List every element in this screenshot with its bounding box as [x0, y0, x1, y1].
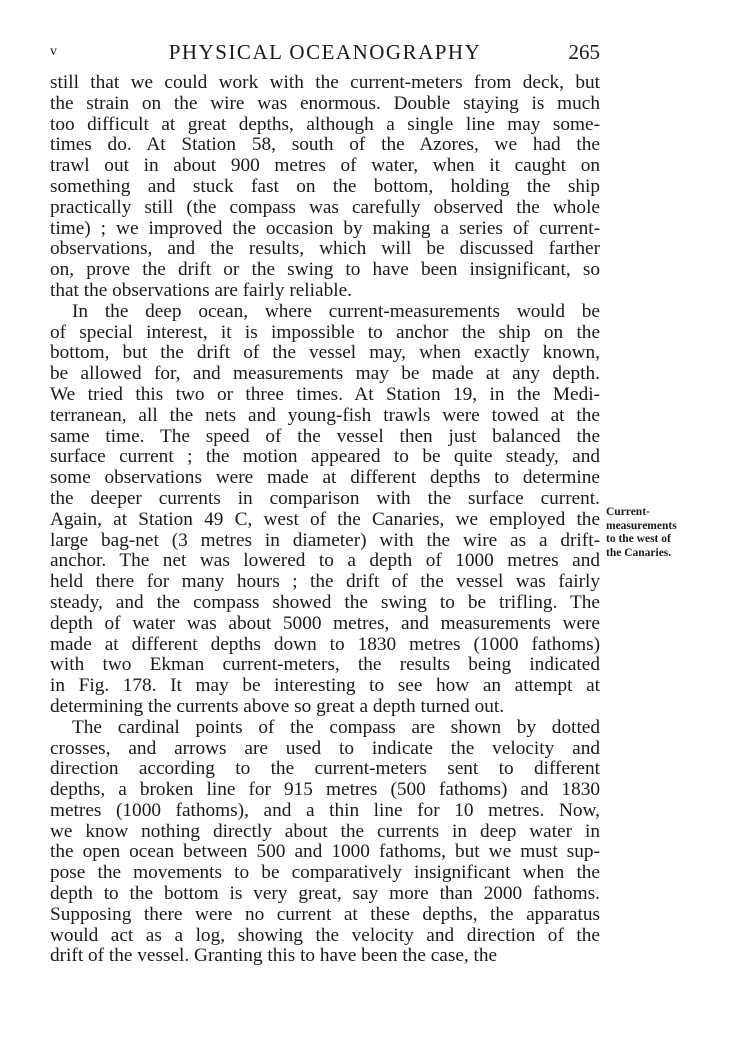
- text-line: something and stuck fast on the bottom, holding the ship: [50, 175, 600, 197]
- text-line: Supposing there were no current at these depths, the apparatus: [50, 903, 600, 925]
- text-line: trawl out in about 900 metres of water, when it caught on: [50, 155, 600, 177]
- text-line: the open ocean between 500 and 1000 fathoms, but we must sup-: [50, 841, 600, 863]
- text-line: we know nothing directly about the currents in deep water in: [50, 820, 600, 842]
- text-line: depth to the bottom is very great, say more than 2000 fathoms.: [50, 883, 600, 905]
- text-line: pose the movements to be comparatively insignificant when the: [50, 862, 600, 884]
- text-line: The cardinal points of the compass are shown by dotted: [72, 716, 600, 738]
- text-line: large bag-net (3 metres in diameter) with the wire as a drift-: [50, 529, 600, 551]
- paragraph: [50, 302, 600, 718]
- paragraph: [50, 718, 600, 968]
- text-line: practically still (the compass was carefully observed the whole: [50, 196, 600, 218]
- margin-note-line: measurements: [606, 519, 677, 532]
- text-line: still that we could work with the current-meters from deck, but: [50, 72, 600, 93]
- text-line: time) ; we improved the occasion by making a series of current-: [50, 217, 600, 239]
- running-title: PHYSICAL OCEANOGRAPHY: [168, 40, 482, 64]
- text-line: too difficult at great depths, although a single line may some-: [50, 113, 600, 135]
- text-line: anchor. The net was lowered to a depth of 1000 metres and: [50, 550, 600, 572]
- text-line: times do. At Station 58, south of the Azores, we had the: [50, 134, 600, 156]
- text-line: some observations were made at different depths to determine: [50, 467, 600, 489]
- running-header: [50, 40, 600, 66]
- paragraph: [50, 73, 600, 302]
- text-line: In the deep ocean, where current-measurements would be: [72, 300, 600, 322]
- signature-mark: v: [50, 44, 57, 59]
- text-line: surface current ; the motion appeared to be quite steady, and: [50, 446, 600, 468]
- text-line: steady, and the compass showed the swing to be trifling. The: [50, 591, 600, 613]
- text-line: determining the currents above so great a depth turned out.: [50, 695, 505, 717]
- text-line: the deeper currents in comparison with the surface current.: [50, 487, 600, 509]
- text-line: of special interest, it is impossible to anchor the ship on the: [50, 321, 600, 343]
- text-line: in Fig. 178. It may be interesting to see how an attempt at: [50, 675, 600, 697]
- page-number: 265: [568, 40, 600, 64]
- text-line: on, prove the drift or the swing to have been insignificant, so: [50, 259, 600, 281]
- text-line: metres (1000 fathoms), and a thin line for 10 metres. Now,: [50, 799, 600, 821]
- body-text: [50, 73, 600, 967]
- text-line: Again, at Station 49 C, west of the Canaries, we employed the: [50, 508, 600, 530]
- margin-note-line: the Canaries.: [606, 546, 672, 559]
- margin-note: [606, 506, 736, 560]
- text-line: depth of water was about 5000 metres, and measurements were: [50, 612, 600, 634]
- text-line: terranean, all the nets and young-fish trawls were towed at the: [50, 404, 600, 426]
- text-line: held there for many hours ; the drift of the vessel was fairly: [50, 571, 600, 593]
- text-line: the strain on the wire was enormous. Double staying is much: [50, 92, 600, 114]
- text-line: We tried this two or three times. At Station 19, in the Medi-: [50, 383, 600, 405]
- text-line: crosses, and arrows are used to indicate the velocity and: [50, 737, 600, 759]
- margin-note-line: to the west of: [606, 533, 671, 545]
- text-line: depths, a broken line for 915 metres (500 fathoms) and 1830: [50, 779, 600, 801]
- text-line: observations, and the results, which will be discussed farther: [50, 238, 600, 260]
- text-line: that the observations are fairly reliable.: [50, 279, 352, 301]
- text-line: direction according to the current-meters sent to different: [50, 758, 600, 780]
- text-line: same time. The speed of the vessel then just balanced the: [50, 425, 600, 447]
- text-line: drift of the vessel. Granting this to have been the case, the: [50, 945, 498, 967]
- margin-note-line: Current-: [606, 506, 650, 518]
- text-line: be allowed for, and measurements may be made at any depth.: [50, 363, 600, 385]
- text-line: made at different depths down to 1830 metres (1000 fathoms): [50, 633, 600, 655]
- text-line: bottom, but the drift of the vessel may, when exactly known,: [50, 342, 600, 364]
- text-line: would act as a log, showing the velocity and direction of the: [50, 924, 600, 946]
- text-line: with two Ekman current-meters, the results being indicated: [50, 654, 600, 676]
